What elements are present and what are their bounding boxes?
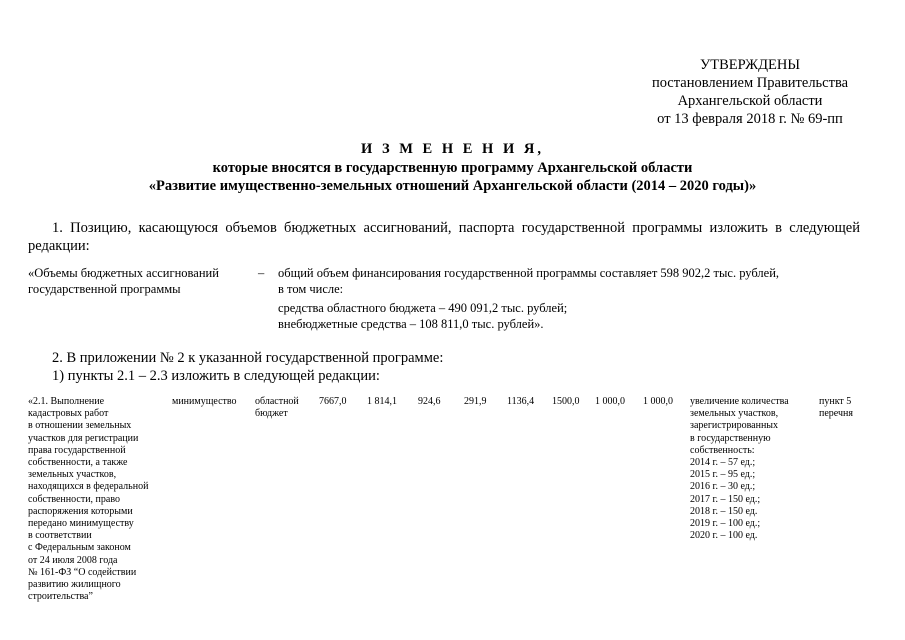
approval-region: Архангельской области [677, 93, 823, 109]
name-line: с Федеральным законом [28, 542, 131, 554]
budget-total: общий объем финансирования государственной программы составляет 598 902,2 тыс. рублей, [278, 266, 780, 280]
table-cell-source [255, 396, 299, 420]
document-heading [0, 140, 905, 196]
table-cell-value-total: 7667,0 [319, 396, 347, 407]
result-line: зарегистрированных [690, 420, 779, 432]
budget-position-label [28, 266, 248, 297]
budget-extrabudget: внебюджетные средства – 108 811,0 тыс. рублей». [278, 316, 544, 331]
paragraph-2 [52, 349, 443, 385]
result-line: в государственную [690, 432, 771, 444]
budget-dash: – [258, 266, 265, 280]
name-line: передано минимуществу [28, 518, 134, 530]
result-line: земельных участков, [690, 408, 779, 420]
budget-position-value [278, 266, 858, 332]
approval-date: от 13 февраля 2018 г. № 69-пп [657, 111, 843, 127]
name-line: кадастровых работ [28, 408, 109, 420]
table-cell-executor: минимущество [172, 396, 237, 407]
table-cell-value-2015: 924,6 [418, 396, 441, 407]
budget-including: в том числе: [278, 281, 344, 296]
table-cell-value-2019: 1 000,0 [595, 396, 625, 407]
result-line: собственность: [690, 444, 755, 456]
table-cell-name [28, 396, 148, 603]
table-cell-value-2020: 1 000,0 [643, 396, 673, 407]
name-line: развитию жилищного [28, 579, 121, 591]
name-line: строительства” [28, 591, 93, 603]
paragraph-1 [28, 219, 860, 255]
paragraph-1-line-2: редакции: [28, 238, 90, 254]
reference-line-1: пункт 5 [819, 396, 852, 407]
name-line: собственности, а также [28, 457, 128, 469]
name-line: № 161-ФЗ “О содействии [28, 566, 137, 578]
approval-status: УТВЕРЖДЕНЫ [699, 57, 801, 73]
budget-label-line-1: «Объемы бюджетных ассигнований [28, 266, 219, 280]
table-cell-value-2018: 1500,0 [552, 396, 580, 407]
table-cell-reference [819, 396, 853, 420]
paragraph-2-line-2: 1) пункты 2.1 – 2.3 изложить в следующей редакции: [52, 368, 380, 384]
approval-block [600, 56, 900, 128]
result-line: 2020 г. – 100 ед. [690, 530, 758, 542]
name-line: распоряжения которыми [28, 505, 133, 517]
result-line: 2019 г. – 100 ед.; [690, 518, 761, 530]
result-line: 2017 г. – 150 ед.; [690, 493, 761, 505]
reference-line-2: перечня [819, 408, 853, 420]
paragraph-2-line-1: 2. В приложении № 2 к указанной государственной программе: [52, 350, 444, 366]
name-line: находящихся в федеральной [28, 481, 149, 493]
table-cell-value-2017: 1136,4 [507, 396, 535, 407]
paragraph-1-line-1: 1. Позицию, касающуюся объемов бюджетных ассигнований, паспорта государственной программы изложить в следующей [52, 220, 860, 236]
document-title: И З М Е Н Е Н И Я, [361, 141, 544, 157]
document-subtitle: которые вносятся в государственную программу Архангельской области [212, 159, 693, 176]
result-line: увеличение количества [690, 396, 789, 407]
result-line: 2015 г. – 95 ед.; [690, 469, 756, 481]
name-line: права государственной [28, 444, 126, 456]
name-line: земельных участков, [28, 469, 117, 481]
program-name: «Развитие имущественно-земельных отношений Архангельской области (2014 – 2020 годы)» [148, 178, 757, 194]
table-cell-result [690, 396, 789, 542]
budget-regional: средства областного бюджета – 490 091,2 тыс. рублей; [278, 301, 568, 315]
approval-authority: постановлением Правительства [651, 75, 849, 91]
name-line: собственности, право [28, 493, 120, 505]
name-line: «2.1. Выполнение [28, 396, 105, 407]
name-line: в соответствии [28, 530, 92, 542]
result-line: 2014 г. – 57 ед.; [690, 457, 756, 469]
result-line: 2016 г. – 30 ед.; [690, 481, 756, 493]
name-line: от 24 июля 2008 года [28, 554, 118, 566]
name-line: в отношении земельных [28, 420, 132, 432]
table-cell-value-2014: 1 814,1 [367, 396, 397, 407]
source-line-2: бюджет [255, 408, 288, 420]
budget-label-line-2: государственной программы [28, 281, 181, 296]
result-line: 2018 г. – 150 ед. [690, 505, 758, 517]
name-line: участков для регистрации [28, 432, 139, 444]
table-cell-value-2016: 291,9 [464, 396, 487, 407]
source-line-1: областной [255, 396, 299, 407]
